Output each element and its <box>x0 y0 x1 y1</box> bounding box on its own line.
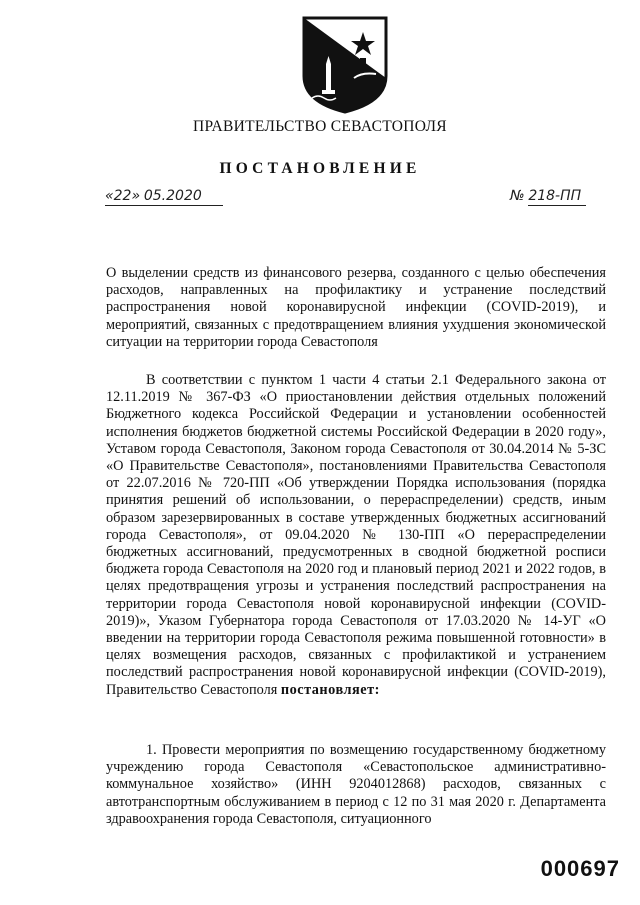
date-month-year: 05.2020 <box>143 188 202 204</box>
item-1-paragraph: 1. Провести мероприятия по возмещению государственному бюджетному учреждению города Севастополя «Севастопольское административно-коммунальное хозяйство» (ИНН 9204012868) расходов, связанных с автотранспортным обслуживанием в период с 12 по 31 мая 2020 г. Департамента здравоохранения города Севастополя, ситуационного <box>106 742 606 827</box>
coat-of-arms-icon <box>296 14 394 114</box>
number-prefix: № <box>510 188 525 204</box>
document-number <box>510 188 586 206</box>
number-value: 218-ПП <box>528 188 582 204</box>
document-date <box>105 188 223 206</box>
document-title: О выделении средств из финансового резерва, созданного с целью обеспечения расходов, направленных на профилактику и устранение последствий распространения новой коронавирусной инфекции (COVID-2019), и мероприятий, связанных с предотвращением влияния ухудшения экономической ситуации на территории города Севастополя <box>106 265 606 350</box>
organization-name: ПРАВИТЕЛЬСТВО СЕВАСТОПОЛЯ <box>193 118 447 135</box>
document-serial-number: 000697 <box>540 856 620 881</box>
document-type-heading: ПОСТАНОВЛЕНИЕ <box>219 160 421 177</box>
preamble-paragraph <box>106 372 606 699</box>
date-day: 22 <box>113 188 132 204</box>
preamble-keyword: постановляет: <box>280 681 380 698</box>
date-quote-close: » <box>131 188 141 204</box>
date-quote-open: « <box>105 188 114 204</box>
preamble-text: В соответствии с пунктом 1 части 4 статьи 2.1 Федерального закона от 12.11.2019 № 367-ФЗ «О приостановлении действия отдельных положений Бюджетного кодекса Российской Федерации и установлении особенностей исполнения бюджетов бюджетной системы Российской Федерации в 2020 году», Уставом города Севастополя, Законом города Севастополя от 30.04.2014 № 5-ЗС «О Правительстве Севастополя», постановлениями Правительства Севастополя от 22.07.2016 № 720-ПП «Об утверждении Порядка использования (порядка принятия решений об использовании, о перераспределении) средств, иным образом зарезервированных в составе утвержденных бюджетных ассигнований города Севастополя», от 09.04.2020 № 130-ПП «О перераспределении бюджетных ассигнований, предусмотренных в сводной бюджетной росписи бюджета города Севастополя на 2020 год и плановый период 2021 и 2022 годов, в целях предотвращения угрозы и устранения последствий распространения на территории города Севастополя новой коронавирусной инфекции (COVID-2019)», Указом Губернатора города Севастополя от 17.03.2020 № 14-УГ «О введении на территории города Севастополя режима повышенной готовности» в целях возмещения расходов, связанных с профилактикой и устранением последствий распространения новой коронавирусной инфекции (COVID-2019), Правительство Севастополя <box>106 372 606 698</box>
